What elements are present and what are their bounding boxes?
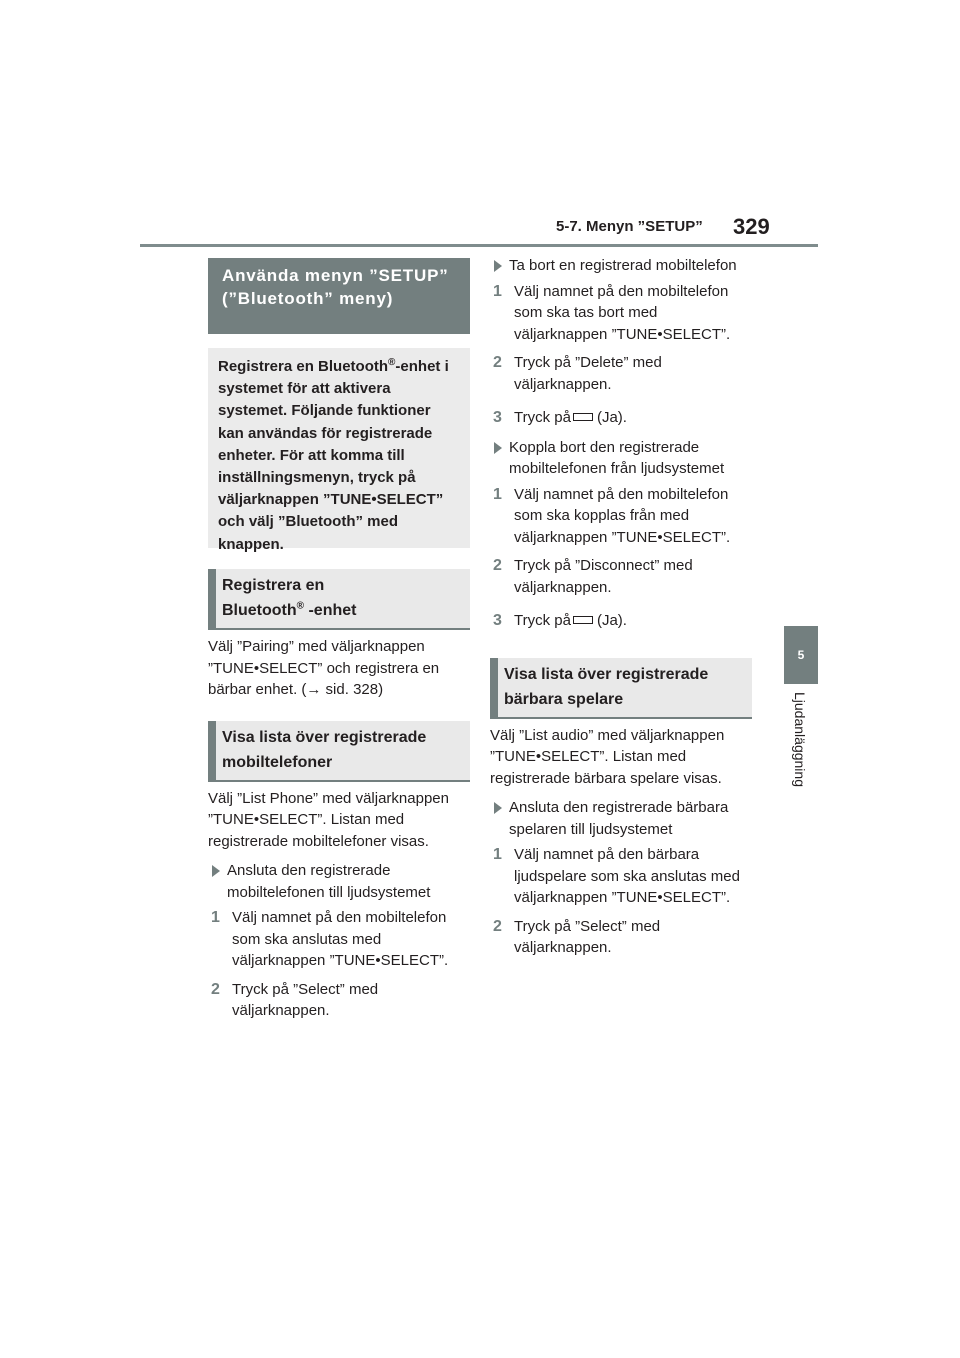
step-text-end: (Ja). [596,409,627,426]
intro-text-2: -enhet i systemet för att aktivera systemet. Följande funktioner kan användas för registrerade enheter. För att komma till inställningsmenyn, tryck på väljarknappen ”TUNE•SELECT” och välj ”Bluetooth” med knappen. [218,358,449,553]
step-number: 2 [493,917,502,935]
main-heading: Använda menyn ”SETUP” (”Bluetooth” meny) [208,258,470,334]
registered-mark: ® [296,600,305,612]
intro-box [208,348,470,553]
step-number: 2 [493,557,502,574]
register-heading-line2 [222,598,462,623]
step-item [208,979,470,1022]
triangle-arrow-icon [494,802,502,814]
registered-mark: ® [388,357,396,368]
step-text: Tryck på [514,409,571,426]
register-heading-suffix: -enhet [304,602,357,619]
step-item [490,352,752,395]
bullet-text: Koppla bort den registrerade mobiltelefonen från ljudsystemet [509,438,725,477]
step-text: Tryck på ”Delete” med väljarknappen. [514,354,662,393]
step-number: 1 [493,846,502,863]
right-column [490,258,752,959]
register-heading-bluetooth: Bluetooth [222,602,297,619]
phones-text: Välj ”List Phone” med väljarknappen ”TUNE•SELECT”. Listan med registrerade mobiltelefoner visas. [208,789,449,850]
list-item [490,255,752,277]
chapter-number: 5 [797,648,805,662]
triangle-arrow-icon [212,865,220,877]
step-number: 1 [493,485,502,503]
chapter-title: 5-7. Menyn ”SETUP” [556,218,703,235]
bullet-text: Ansluta den registrerade mobiltelefonen till ljudsystemet [227,862,431,901]
register-heading [208,569,470,630]
step-text: Välj namnet på den mobiltelefon som ska anslutas med väljarknappen ”TUNE•SELECT”. [232,909,449,969]
header-rule [140,244,818,247]
step-item [490,281,752,346]
triangle-arrow-icon [494,260,502,272]
step-text-end: (Ja). [596,612,627,629]
step-text: Tryck på ”Select” med väljarknappen. [514,917,661,956]
register-heading-line1: Registrera en [222,577,325,594]
button-symbol-icon [573,413,593,421]
chapter-label: Ljudanläggning [792,692,808,787]
step-number: 1 [493,282,502,300]
step-text: Tryck på ”Disconnect” med väljarknappen. [514,557,693,596]
phones-heading: Visa lista över registrerade mobiltelefoner [208,721,470,782]
step-number: 3 [493,409,502,426]
chapter-side-label [786,692,816,802]
chapter-tab [784,626,818,684]
step-text: Välj namnet på den mobiltelefon som ska kopplas från med väljarknappen ”TUNE•SELECT”. [514,485,731,546]
players-text: Välj ”List audio” med väljarknappen ”TUNE•SELECT”. Listan med registrerade bärbara spelare visas. [490,726,725,787]
step-number: 2 [493,354,502,371]
step-item [490,610,752,632]
step-text: Välj namnet på den mobiltelefon som ska tas bort med väljarknappen ”TUNE•SELECT”. [514,282,731,343]
bullet-text: Ta bort en registrerad mobiltelefon [509,257,737,274]
step-number: 1 [211,909,220,926]
list-item [490,437,752,480]
list-item [208,860,470,903]
button-symbol-icon [573,616,593,624]
step-item [490,407,752,429]
page-number: 329 [733,214,770,239]
step-text: Tryck på ”Select” med väljarknappen. [232,980,379,1019]
step-text: Tryck på [514,612,571,629]
list-item [490,797,752,840]
step-text: Välj namnet på den bärbara ljudspelare som ska anslutas med väljarknappen ”TUNE•SELECT”. [514,846,740,906]
step-number: 2 [211,980,220,998]
step-item [490,916,752,959]
step-item [490,844,752,909]
bullet-text: Ansluta den registrerade bärbara spelaren till ljudsystemet [509,799,729,838]
step-item [490,555,752,598]
intro-text-1: Registrera en Bluetooth [218,358,389,375]
left-column [208,258,470,1022]
triangle-arrow-icon [494,442,502,454]
step-item [490,484,752,549]
players-heading: Visa lista över registrerade bärbara spelare [490,658,752,719]
step-number: 3 [493,612,502,629]
register-text: Välj ”Pairing” med väljarknappen ”TUNE•SELECT” och registrera en bärbar enhet. (→ sid. 328) [208,638,440,698]
step-item [208,907,470,972]
